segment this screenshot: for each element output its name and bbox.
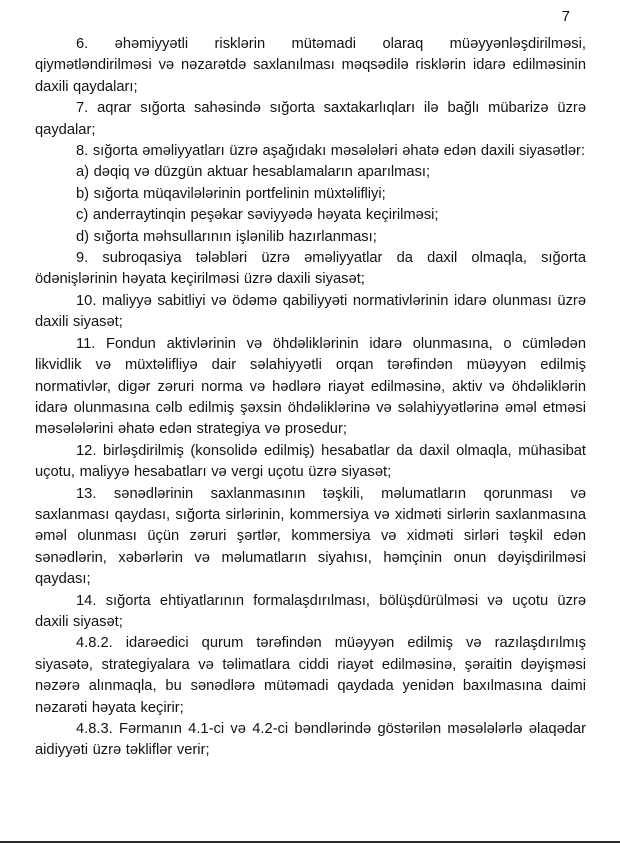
subitem-b: b) sığorta müqavilələrinin portfelinin müxtəlifliyi; <box>76 185 386 202</box>
paragraph-item-13: 13. sənədlərinin saxlanmasının təşkili, məlumatların qorunması və saxlanması qaydası, sığorta sirlərinin, kommersiya və xidməti sirlərin saxlanmasına əməl olunması üçün zəruri şərtlər, kommersiya və xidməti sirləri təşkil edən sənədlərin, xəbərlərin və məlumatların siyahısı, həmçinin onun dəyişdirilməsi qaydası; <box>35 485 586 588</box>
subitem-c: c) anderraytinqin peşəkar səviyyədə həyata keçirilməsi; <box>76 207 439 224</box>
paragraph-item-10: 10. maliyyə sabitliyi və ödəmə qabiliyyəti normativlərinin idarə olunması üzrə daxili siyasət; <box>35 292 586 331</box>
paragraph-item-11: 11. Fondun aktivlərinin və öhdəliklərinin idarə olunmasına, o cümlədən likvidlik və müxtəlifliyə dair səlahiyyətli orqan tərəfindən müəyyən edilmiş normativlər, digər zəruri norma və hədlərə riayət edilməsinə, aktiv və öhdəliklərin idarə olunmasına cəlb edilmiş şəxsin öhdəliklərinə və səlahiyyətlərinə əməl etməsi məsələlərini əhatə edən strategiya və prosedur; <box>35 335 586 438</box>
paragraph-item-14: 14. sığorta ehtiyatlarının formalaşdırılması, bölüşdürülməsi və uçotu üzrə daxili siyasət; <box>35 592 586 630</box>
paragraph-item-7: 7. aqrar sığorta sahəsində sığorta saxtakarlıqları ilə bağlı mübarizə üzrə qaydalar; <box>35 100 586 138</box>
page-number: 7 <box>561 8 570 25</box>
subitem-d: d) sığorta məhsullarının işlənilib hazırlanması; <box>76 228 377 245</box>
paragraph-item-483: 4.8.3. Fərmanın 4.1-ci və 4.2-ci bəndlərində göstərilən məsələlərlə əlaqədar aidiyyəti üzrə təkliflər verir; <box>35 721 586 759</box>
paragraph-item-12: 12. birləşdirilmiş (konsolidə edilmiş) hesabatlar da daxil olmaqla, mühasibat uçotu, maliyyə hesabatları və vergi uçotu üzrə siyasət; <box>35 442 586 481</box>
paragraph-item-8: 8. sığorta əməliyyatları üzrə aşağıdakı məsələləri əhatə edən daxili siyasətlər: <box>76 143 586 160</box>
paragraph-item-6: 6. əhəmiyyətli risklərin mütəmadi olaraq müəyyənləşdirilməsi, qiymətləndirilməsi və nəzarətdə saxlanılması məqsədilə risklərin idarə edilməsinin daxili qaydaları; <box>35 36 586 95</box>
paragraph-item-482: 4.8.2. idarəedici qurum tərəfindən müəyyən edilmiş və razılaşdırılmış siyasətə, strategiyalara və təlimatlara ciddi riayət edilməsinə, şəraitin dəyişməsi nəzərə alınmaqla, bu sənədlərə mütəmadi qaydada yenidən baxılmasına daimi nəzarəti həyata keçirir; <box>35 635 586 716</box>
subitem-a: a) dəqiq və düzgün aktuar hesablamaların aparılması; <box>76 164 431 181</box>
paragraph-item-9: 9. subroqasiya tələbləri üzrə əməliyyatlar da daxil olmaqla, sığorta ödənişlərinin həyata keçirilməsi üzrə daxili siyasət; <box>35 250 586 288</box>
